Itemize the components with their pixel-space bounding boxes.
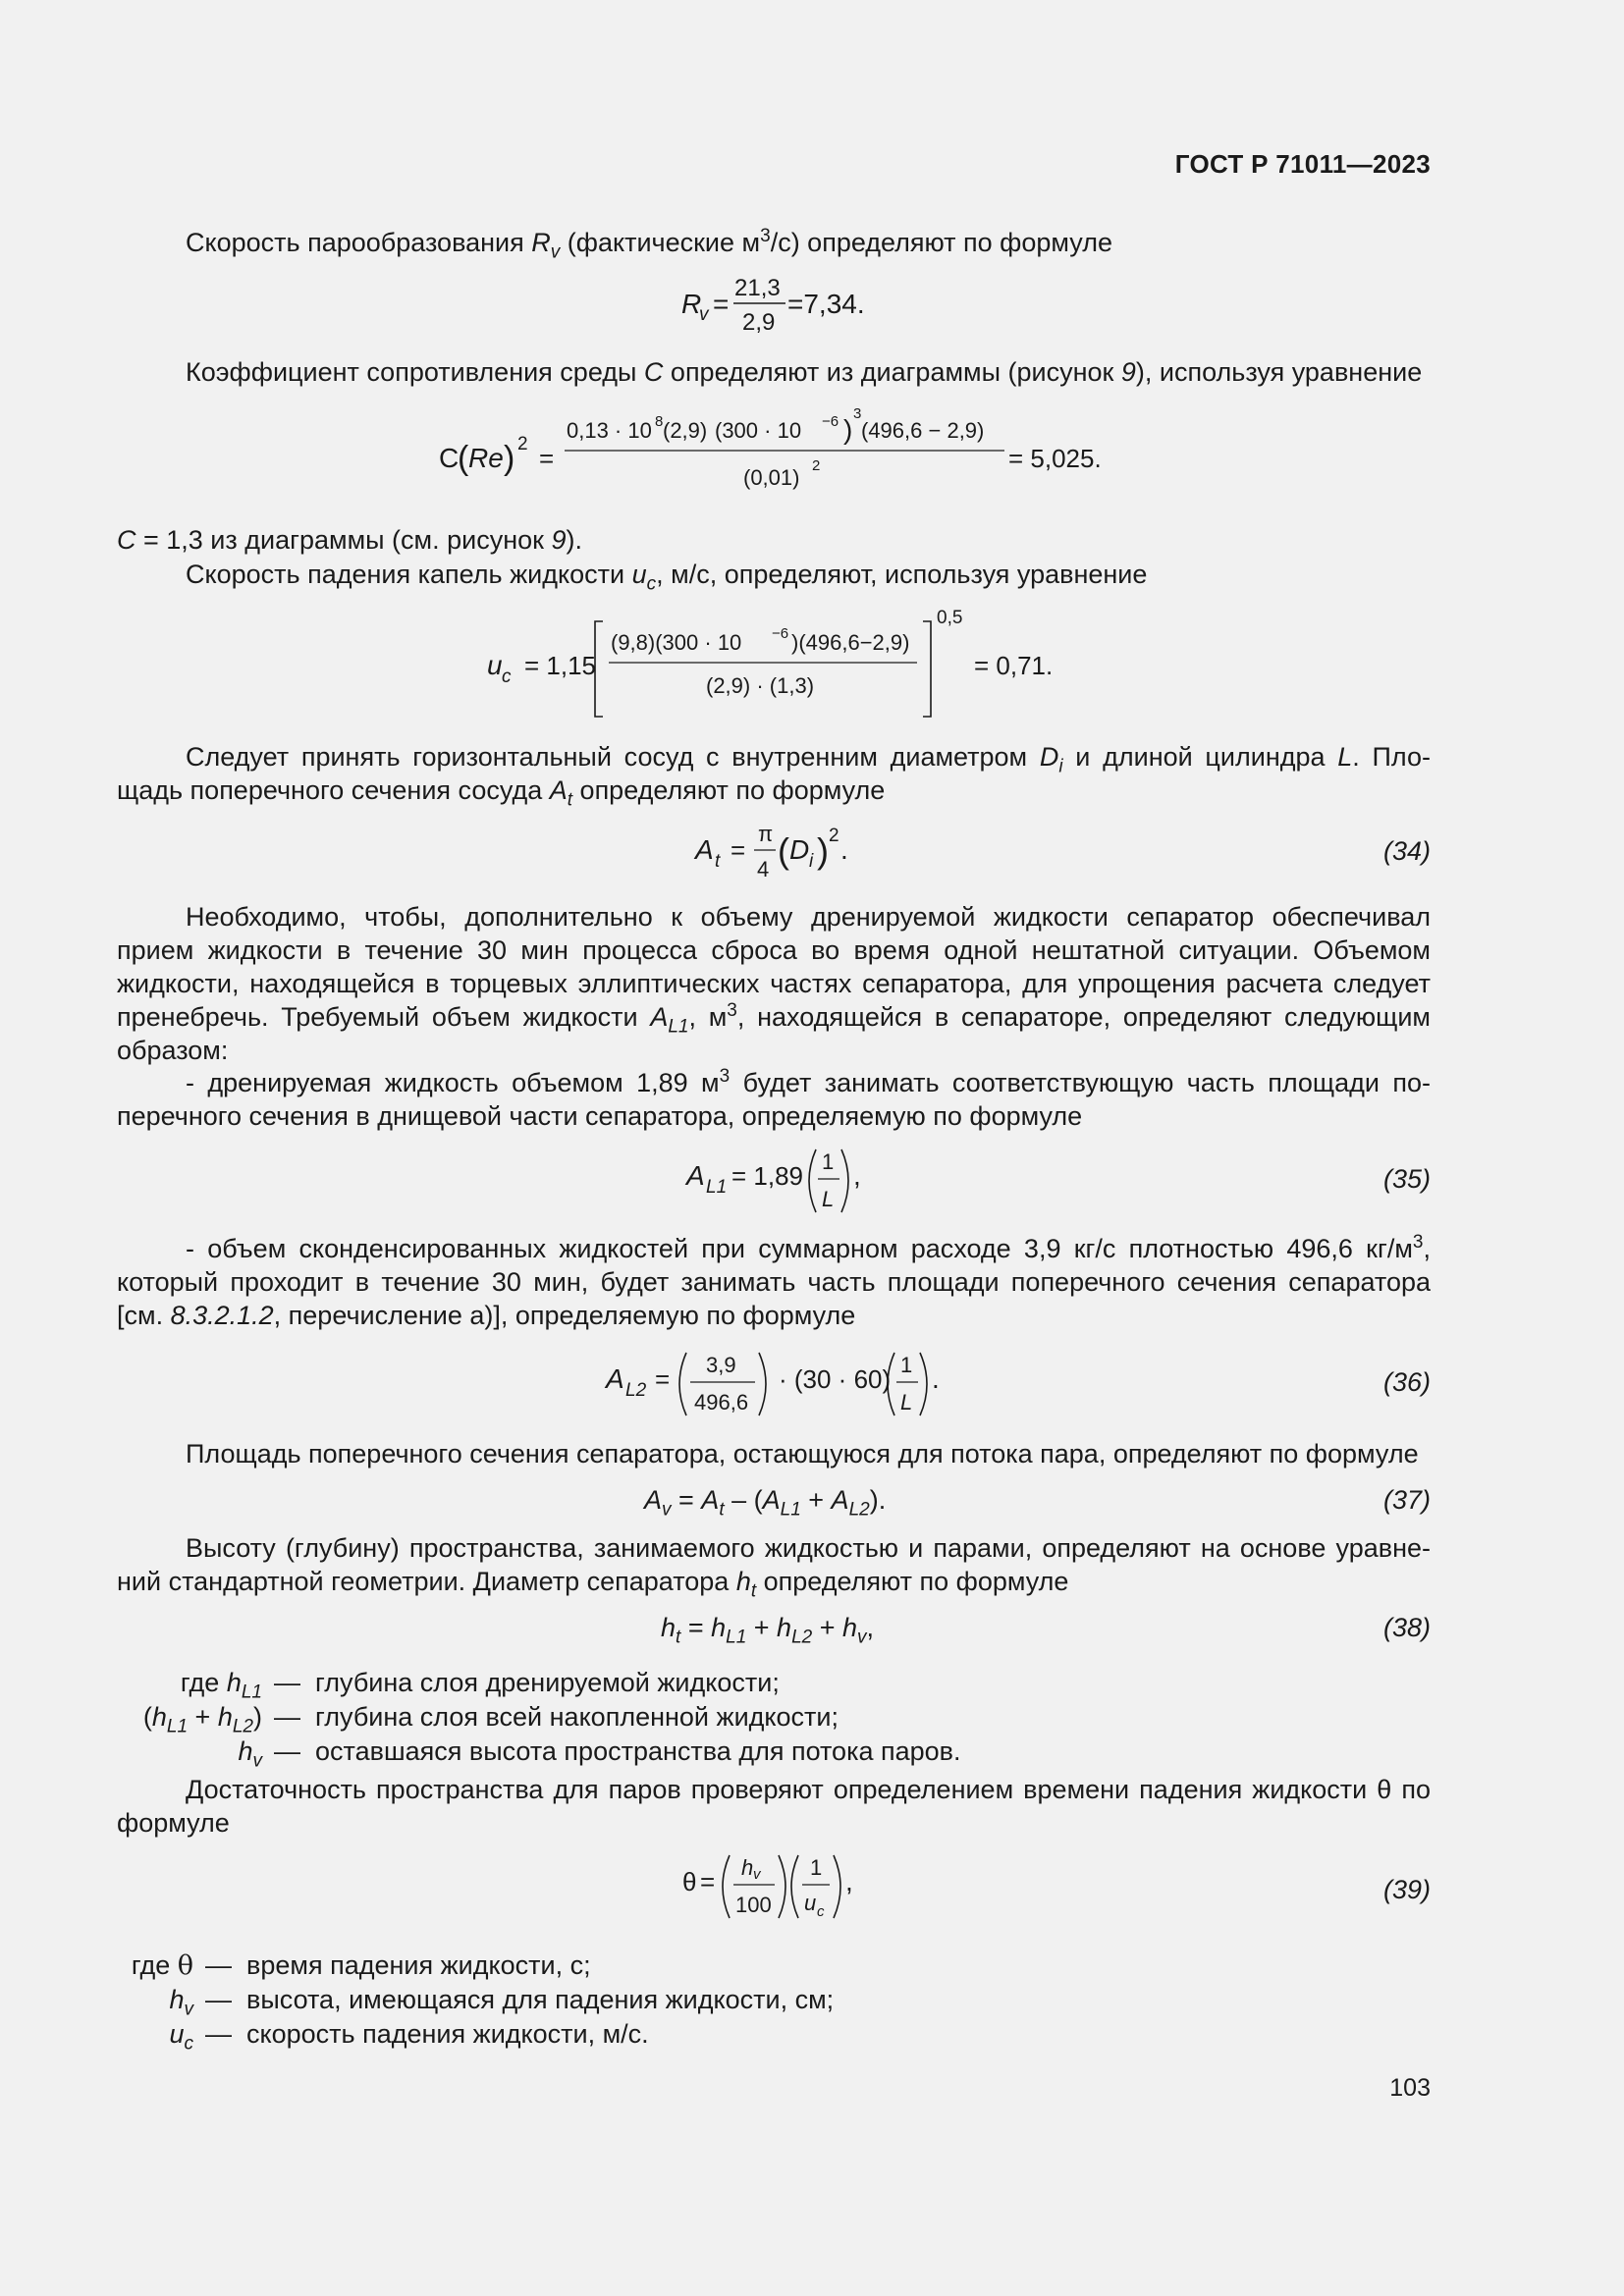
svg-text:= 0,71.: = 0,71. [974, 651, 1054, 680]
equation-34 [693, 820, 890, 888]
svg-text:A: A [686, 1160, 705, 1191]
paragraph-resistance: Коэффициент сопротивления среды C определяют из диаграммы (рисунок 9), используя уравнение [186, 357, 1423, 387]
equation-number-38: (38) [1382, 1613, 1431, 1642]
svg-text:1: 1 [810, 1855, 823, 1880]
svg-text:3: 3 [853, 405, 862, 422]
paragraph-drain: - дренируемая жидкость объемом 1,89 $м^3$ будет занимать соответствующую часть площади по- перечного сечения в днищевой части сепаратора, определяемую по формуле [117, 1066, 1431, 1131]
svg-text:1: 1 [822, 1149, 835, 1174]
svg-text:=: = [731, 835, 746, 865]
svg-text:(496,6 − 2,9): (496,6 − 2,9) [861, 418, 985, 443]
svg-text:(9,8)(300 · 10: (9,8)(300 · 10 [611, 630, 742, 655]
svg-text:R: R [681, 289, 702, 319]
equation-number-35: (35) [1382, 1164, 1431, 1194]
paragraph-vessel: Следует принять горизонтальный сосуд с внутренним диаметром $D_i$ и длиной цилиндра L. Пло- щадь поперечного сечения сосуда $A_t$ определяют по формуле [117, 742, 1431, 811]
svg-text:8: 8 [655, 413, 664, 430]
definition-item: где θ — время падения жидкости, с; [131, 1950, 591, 1981]
svg-text:3,9: 3,9 [706, 1353, 736, 1377]
equation-uc [485, 604, 1074, 721]
equation-c-re [437, 404, 1124, 503]
svg-text:θ: θ [682, 1867, 697, 1896]
svg-text:): ) [817, 830, 829, 871]
page-number: 103 [1389, 2074, 1431, 2102]
svg-text:L1: L1 [706, 1177, 728, 1198]
paragraph-sufficiency: Достаточность пространства для паров проверяют определением времени падения жидкости θ по формуле [117, 1775, 1431, 1838]
definition-item: $(h_{L1} + h_{L2})$ — глубина слоя всей накопленной жидкости; [142, 1702, 839, 1737]
svg-text:(0,01): (0,01) [743, 465, 800, 490]
standard-header: ГОСТ Р 71011—2023 [1174, 149, 1431, 179]
svg-text:100: 100 [735, 1893, 772, 1917]
svg-text:.: . [932, 1363, 940, 1394]
svg-text:0,13 · 10: 0,13 · 10 [567, 418, 652, 443]
svg-text:D: D [789, 834, 810, 865]
svg-text:A: A [695, 834, 714, 865]
svg-text:v: v [753, 1866, 761, 1883]
equation-number-37: (37) [1382, 1485, 1431, 1515]
svg-text:= 1,15: = 1,15 [524, 651, 597, 680]
definition-item: где $h_{L1}$ — глубина слоя дренируемой жидкости; [180, 1668, 780, 1703]
svg-text:2: 2 [517, 434, 528, 454]
svg-text:0,5: 0,5 [937, 608, 963, 628]
svg-text:(: ( [458, 440, 469, 477]
svg-text:h: h [741, 1855, 754, 1880]
definition-item: $h_v$ — оставшаяся высота пространства для потока паров. [238, 1736, 961, 1772]
svg-text:c: c [817, 1903, 825, 1920]
equation-rv [677, 269, 933, 338]
svg-text:u: u [487, 650, 503, 680]
svg-text:21,3: 21,3 [734, 275, 781, 301]
svg-text:(300 · 10: (300 · 10 [715, 418, 802, 443]
svg-text:=: = [713, 289, 730, 319]
svg-text:c: c [502, 667, 512, 687]
svg-text:2: 2 [829, 826, 839, 846]
svg-text:−6: −6 [772, 625, 789, 642]
svg-text:· (30 · 60): · (30 · 60) [779, 1364, 892, 1394]
svg-text:=7,34.: =7,34. [787, 289, 865, 319]
svg-text:L: L [822, 1187, 835, 1211]
equation-39 [680, 1847, 896, 1926]
equation-number-34: (34) [1382, 836, 1431, 866]
svg-text:(2,9) · (1,3): (2,9) · (1,3) [706, 673, 815, 698]
svg-text:2,9: 2,9 [742, 309, 776, 336]
definitions-time [117, 1949, 835, 2055]
svg-text:=: = [700, 1867, 716, 1896]
paragraph-condensed: - объем сконденсированных жидкостей при суммарном расходе 3,9 кг/с плотностью 496,6 $кг/м^3$, который проходит в течение 30 мин, будет занимать часть площади поперечного сечения сепаратора [см. 8.3.2.1.2, перечисление а)], определяемую по формуле [117, 1232, 1431, 1330]
svg-text:4: 4 [757, 857, 770, 881]
svg-text:u: u [804, 1891, 817, 1915]
svg-text:π: π [758, 822, 774, 846]
svg-text:t: t [715, 851, 721, 872]
paragraph-uc: Скорость падения капель жидкости $u_c$, м/с, определяют, используя уравнение [186, 560, 1148, 595]
svg-text:= 5,025.: = 5,025. [1008, 444, 1102, 473]
svg-text:L: L [900, 1390, 913, 1415]
svg-text:,: , [853, 1160, 861, 1191]
equation-36 [604, 1345, 957, 1423]
equation-number-36: (36) [1382, 1367, 1431, 1397]
paragraph-volume: Необходимо, чтобы, дополнительно к объему дренируемой жидкости сепаратор обеспечивал прием жидкости в течение 30 мин процесса сброса во время одной нештатной ситуации. Объемом жидкости, находящейся в торцевых эллиптических частях сепаратора, для упрощения расчета следует пренебречь. Требуемый объем жидкости $A_{L1}$, $м^3$, находящейся в сепараторе, определяют следующим образом: [117, 902, 1431, 1065]
svg-text:C: C [439, 443, 460, 473]
equation-38: $h_t = h_{L1} + h_{L2} + h_v$, [661, 1613, 875, 1648]
svg-text:): ) [843, 414, 853, 445]
svg-text:=: = [539, 444, 555, 473]
svg-text:A: A [606, 1363, 624, 1394]
svg-text:,: , [845, 1866, 853, 1896]
paragraph-height: Высоту (глубину) пространства, занимаемого жидкостью и парами, определяют на основе уравне- ний стандартной геометрии. Диаметр сепаратора $h_t$ определяют по формуле [117, 1533, 1431, 1602]
paragraph-vaporization: Скорость парообразования $R_v$ (фактические $м^3/с$) определяют по формуле [186, 226, 1112, 263]
definition-item: $h_v$ — высота, имеющаяся для падения жидкости, см; [169, 1985, 835, 2020]
svg-text:Re: Re [468, 443, 504, 473]
svg-text:v: v [699, 304, 709, 325]
svg-text:= 1,89: = 1,89 [731, 1161, 804, 1191]
definitions-heights [117, 1666, 961, 1772]
equation-number-39: (39) [1382, 1875, 1431, 1904]
svg-text:)(496,6−2,9): )(496,6−2,9) [791, 630, 910, 655]
paragraph-vapor-area: Площадь поперечного сечения сепаратора, остающуюся для потока пара, определяют по формуле [186, 1439, 1419, 1468]
svg-text:L2: L2 [625, 1380, 647, 1401]
svg-text:i: i [809, 851, 814, 872]
svg-text:.: . [840, 834, 848, 865]
svg-text:): ) [504, 440, 515, 477]
equation-35 [684, 1142, 900, 1220]
definition-item: $u_c$ — скорость падения жидкости, м/с. [169, 2019, 649, 2055]
svg-text:=: = [655, 1364, 671, 1394]
paragraph-c-value: C = 1,3 из диаграммы (см. рисунок 9). [117, 525, 582, 555]
equation-37: $A_v = A_t - (A_{L1} + A_{L2})$. [644, 1485, 887, 1521]
svg-text:2: 2 [812, 457, 821, 474]
svg-text:496,6: 496,6 [694, 1390, 749, 1415]
svg-text:(2,9): (2,9) [663, 418, 708, 443]
svg-text:−6: −6 [822, 413, 839, 430]
svg-text:1: 1 [900, 1353, 913, 1377]
svg-text:(: ( [778, 830, 789, 871]
